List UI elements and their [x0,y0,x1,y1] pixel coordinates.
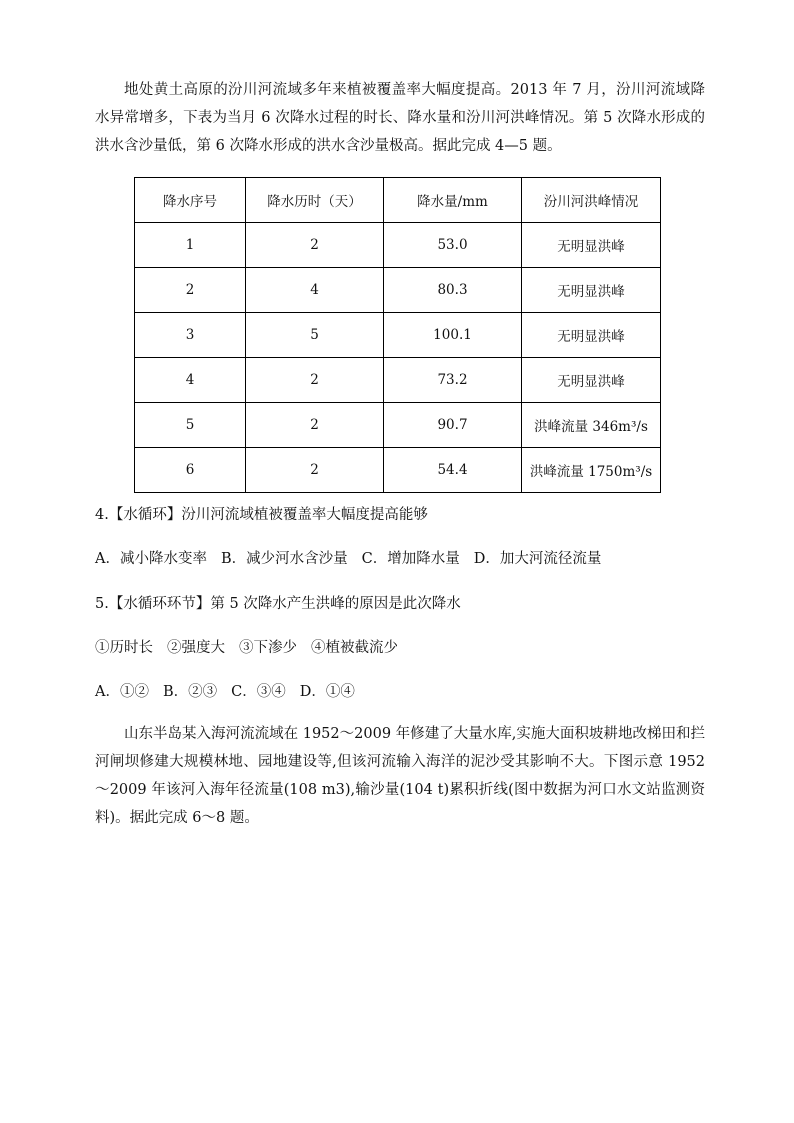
cell-seq: 5 [135,403,246,448]
q4-option-d[interactable]: D．加大河流径流量 [473,551,602,567]
cell-flood: 无明显洪峰 [522,268,661,313]
table-header-row [135,178,661,223]
cell-flood: 无明显洪峰 [522,313,661,358]
cell-amount: 54.4 [384,448,522,493]
table-row [135,403,661,448]
question-4-options [95,547,601,568]
q5-item-3: ③下渗少 [239,640,297,656]
cell-days: 4 [246,268,384,313]
table-row [135,268,661,313]
table-row [135,313,661,358]
cell-seq: 3 [135,313,246,358]
q4-option-a[interactable]: A．减小降水变率 [95,551,207,567]
cell-days: 5 [246,313,384,358]
header-duration: 降水历时（天） [246,178,384,223]
table-row [135,358,661,403]
cell-days: 2 [246,358,384,403]
q5-item-1: ①历时长 [95,640,153,656]
cell-amount: 73.2 [384,358,522,403]
header-flood: 汾川河洪峰情况 [522,178,661,223]
q5-option-a[interactable]: A．①② [95,684,149,700]
passage-fenchuan-river: 地处黄土高原的汾川河流域多年来植被覆盖率大幅度提高。2013 年 7 月，汾川河流域降水异常增多，下表为当月 6 次降水过程的时长、降水量和汾川河洪峰情况。第 5 次降水形成的洪水含沙量低，第 6 次降水形成的洪水含沙量极高。据此完成 4—5 题。 [95,82,705,154]
cell-amount: 90.7 [384,403,522,448]
header-amount: 降水量/mm [384,178,522,223]
cell-days: 2 [246,223,384,268]
cell-days: 2 [246,448,384,493]
q5-item-2: ②强度大 [167,640,225,656]
table-row [135,448,661,493]
header-seq: 降水序号 [135,178,246,223]
cell-flood: 洪峰流量 1750m³/s [522,448,661,493]
cell-amount: 53.0 [384,223,522,268]
cell-seq: 6 [135,448,246,493]
q4-option-c[interactable]: C．增加降水量 [361,551,460,567]
q5-option-b[interactable]: B．②③ [162,684,218,700]
cell-seq: 1 [135,223,246,268]
question-5-options [95,680,355,701]
question-5-stem: 5.【水循环环节】第 5 次降水产生洪峰的原因是此次降水 [95,596,461,612]
table-row [135,223,661,268]
cell-flood: 无明显洪峰 [522,358,661,403]
cell-flood: 无明显洪峰 [522,223,661,268]
cell-seq: 2 [135,268,246,313]
q5-option-d[interactable]: D．①④ [299,684,355,700]
precipitation-table [134,177,661,493]
question-5-items [95,636,398,657]
cell-flood: 洪峰流量 346m³/s [522,403,661,448]
q4-option-b[interactable]: B．减少河水含沙量 [220,551,348,567]
cell-days: 2 [246,403,384,448]
cell-seq: 4 [135,358,246,403]
passage-shandong-river: 山东半岛某入海河流流域在 1952～2009 年修建了大量水库,实施大面积坡耕地改梯田和拦河闸坝修建大规模林地、园地建设等,但该河流输入海洋的泥沙受其影响不大。下图示意 1952～2009 年该河入海年径流量(108 m3),输沙量(104 t)累积折线(图中数据为河口水文站监测资料)。据此完成 6～8 题。 [95,726,705,826]
q5-item-4: ④植被截流少 [311,640,398,656]
q5-option-c[interactable]: C．③④ [231,684,286,700]
cell-amount: 80.3 [384,268,522,313]
question-4-stem: 4.【水循环】汾川河流域植被覆盖率大幅度提高能够 [95,507,428,523]
cell-amount: 100.1 [384,313,522,358]
